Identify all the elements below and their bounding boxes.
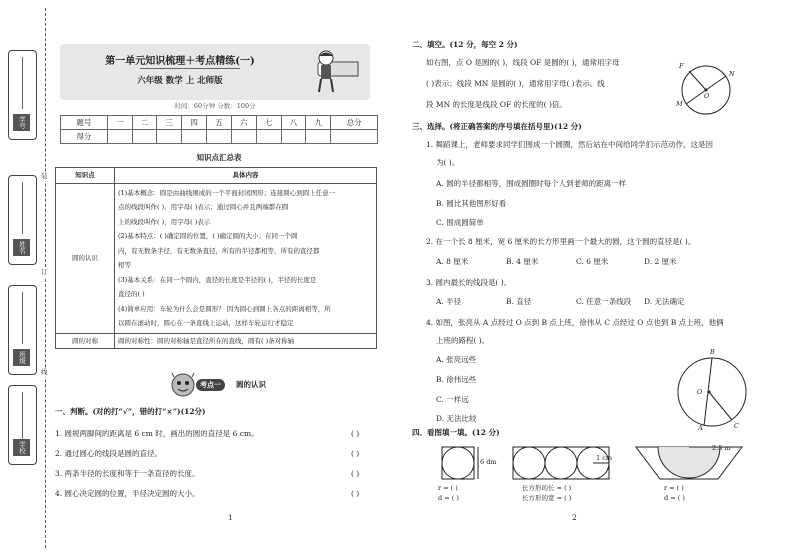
choice-question: 3. 圆内最长的线段是( )。 [426,278,512,287]
score-value-row [61,130,378,144]
content-line: (4)简单应用：车轮为什么会是圆形？ 因为圆心到圆上各点的距离相等，所 [118,304,331,313]
choice-option[interactable]: B. 圆比其他图形好看 [436,199,507,208]
write-line [22,292,23,344]
student-mascot-icon [310,48,362,96]
page-number: 2 [572,513,577,522]
score-input[interactable] [207,130,232,144]
choice-option[interactable]: C. 一样远 [436,395,469,404]
choice-option[interactable]: A. 半径 [436,297,462,306]
write-line [22,182,23,234]
point-label: F [679,62,684,70]
mascot-face-icon [170,372,198,398]
score-input[interactable] [132,130,157,144]
choice-question: 为( )。 [436,158,460,167]
answer-blank[interactable]: ( ) [351,469,360,478]
choice-option[interactable]: D. 无法比较 [436,414,477,423]
content-line: 直径的( ) [118,290,145,298]
fill-blank[interactable]: 长方形的长 = ( ) [522,484,572,492]
content-line: 点的线段叫作( )，用字母( )表示；通过圆心并且两端都在圆 [118,203,289,211]
cut-mark-zhuang: 装 [41,172,48,180]
section-title: 四、看图填一填。(12 分) [412,428,500,437]
three-circles-figure [512,443,622,483]
score-input[interactable] [256,130,281,144]
point-label: O [704,92,710,100]
route-circle-diagram [674,354,754,430]
choice-option[interactable]: A. 圆的半径都相等，围成圆圈时每个人到老师的距离一样 [436,179,627,188]
section-title: 三、选择。(将正确答案的序号填在括号里)(12 分) [412,122,582,131]
point-label: O [697,388,703,396]
choice-option[interactable]: C. 围成圆简单 [436,218,484,227]
knowledge-col-header: 知识点 [56,168,115,184]
section-title: 二、填空。(12 分，每空 2 分) [412,40,518,49]
class-label: 班级 [13,349,30,366]
score-cell: 五 [207,116,232,130]
school-label: 学校 [13,439,30,456]
choice-question: 4. 如图，张亮从 A 点经过 O 点到 B 点上班，徐伟从 C 点经过 O 点也到 B 点上班，他俩 [426,318,724,327]
choice-option[interactable]: C. 任意一条线段 [576,297,632,306]
binding-line [45,8,46,548]
score-input[interactable] [231,130,256,144]
fill-line: 如右图，点 O 是圆的( )，线段 OF 是圆的( )，通常用字母 [426,58,620,67]
topic-badge-label: 考点一 [196,379,225,391]
section-title: 一、判断。(对的打“√”，错的打“×”)(12分) [55,407,206,416]
score-cell: 六 [231,116,256,130]
score-cell: 一 [107,116,132,130]
score-cell: 四 [182,116,207,130]
score-row-label: 得分 [61,130,108,144]
score-cell: 题号 [61,116,108,130]
judge-question: 1. 圆规两脚间的距离是 6 cm 时，画出的圆的直径是 6 cm。 [55,429,259,438]
class-box [8,285,37,375]
knowledge-point: 圆的认识 [56,183,115,333]
write-line [22,392,23,444]
school-box [8,385,37,465]
knowledge-content [115,183,377,333]
content-line: (1)基本概念：圆是由曲线围成的一个平面封闭图形；连接圆心到圆上任意一 [118,188,336,197]
fill-line: 段 MN 的长度是线段 OF 的长度的( )倍。 [426,100,567,109]
judge-question: 2. 通过圆心的线段是圆的直径。 [55,449,163,458]
name-label: 姓名 [13,239,30,256]
answer-blank[interactable]: ( ) [351,449,360,458]
choice-question: 2. 在一个长 8 厘米，宽 6 厘米的长方形里画一个最大的圆，这个圆的直径是( )。 [426,237,696,246]
choice-option[interactable]: C. 6 厘米 [576,257,609,266]
score-input[interactable] [107,130,132,144]
score-cell: 二 [132,116,157,130]
point-label: M [676,100,683,108]
topic-title: 圆的认识 [236,380,266,389]
content-line: (3)基本关系：在同一个圆内，直径的长度是半径的( )，半径的长度是 [118,275,317,284]
knowledge-row [56,333,377,349]
point-label: B [710,348,715,356]
score-cell: 七 [256,116,281,130]
content-line: 以圆在滚动时，圆心在一条直线上运动，这样车轮运行才稳定 [118,319,294,327]
dimension-label: 6 dm [480,458,497,466]
answer-blank[interactable]: ( ) [351,429,360,438]
knowledge-content: 圆的对称性：圆的对称轴是直径所在的直线，圆有( )条对称轴 [115,333,377,349]
knowledge-header-row [56,168,377,184]
right-page [412,40,782,540]
knowledge-table [55,167,377,349]
score-table [60,115,378,144]
judge-question: 4. 圆心决定圆的位置，半径决定圆的大小。 [55,489,200,498]
header-banner [60,44,370,100]
choice-option[interactable]: A. 张亮远些 [436,355,477,364]
choice-option[interactable]: B. 徐伟远些 [436,375,477,384]
score-input[interactable] [157,130,182,144]
name-box [8,175,37,265]
score-cell: 八 [281,116,306,130]
score-input[interactable] [306,130,331,144]
point-label: N [729,70,735,78]
fill-blank[interactable]: d = ( ) [664,494,685,502]
choice-option[interactable]: D. 2 厘米 [644,257,677,266]
fill-blank[interactable]: r = ( ) [664,484,684,492]
score-cell: 总分 [331,116,378,130]
choice-question: 1. 舞蹈课上，老师要求同学们围成一个圆圈，然后站在中间给同学们示范动作，这是因 [426,140,714,149]
fill-blank[interactable]: 长方形的宽 = ( ) [522,494,572,502]
fill-blank[interactable]: d = ( ) [438,494,459,502]
score-input[interactable] [331,130,378,144]
student-id-label: 学号 [13,114,30,131]
knowledge-col-header: 具体内容 [115,168,377,184]
score-cell: 九 [306,116,331,130]
content-line: 上的线段叫作( )，用字母( )表示 [118,217,211,226]
point-label: A [698,424,703,432]
point-label: C [734,422,739,430]
choice-option[interactable]: B. 直径 [506,297,532,306]
student-id-box [8,50,37,140]
exam-meta: 时间：60分钟 分数：100分 [174,102,256,110]
fill-line: ( )表示；线段 MN 是圆的( )，通常用字母( )表示。线 [426,79,605,88]
page-number: 1 [228,513,233,522]
cut-mark-ding: 订 [41,268,48,276]
score-cell: 三 [157,116,182,130]
content-line: 相等 [118,261,131,269]
choice-option[interactable]: D. 无法确定 [644,297,685,306]
choice-question: 上班的路程( )。 [436,336,490,345]
topic-badge [170,372,270,398]
knowledge-point: 圆的对称 [56,333,115,349]
choice-option[interactable]: B. 4 厘米 [506,257,539,266]
content-line: 内，有无数条半径，有无数条直径，所有的半径都相等，所有的直径都 [118,246,320,255]
score-input[interactable] [182,130,207,144]
choice-option[interactable]: A. 8 厘米 [436,257,469,266]
content-line: (2)基本特点：( )确定圆的位置，( )确定圆的大小；在同一个圆 [118,232,298,240]
score-header-row [61,116,378,130]
page-title: 第一单元知识梳理＋考点精练(一) [105,56,255,67]
knowledge-title: 知识点汇总表 [196,153,242,162]
dimension-label: 1 cm [596,454,613,462]
title-rule [140,68,240,69]
answer-blank[interactable]: ( ) [351,489,360,498]
dimension-label: 2.5 m [712,444,731,452]
fill-blank[interactable]: r = ( ) [438,484,458,492]
score-input[interactable] [281,130,306,144]
cut-mark-xian: 线 [41,368,48,376]
knowledge-row [56,183,377,333]
write-line [22,57,23,109]
page-subtitle: 六年级 数学 上 北师版 [137,76,223,86]
judge-question: 3. 两条半径的长度和等于一条直径的长度。 [55,469,200,478]
